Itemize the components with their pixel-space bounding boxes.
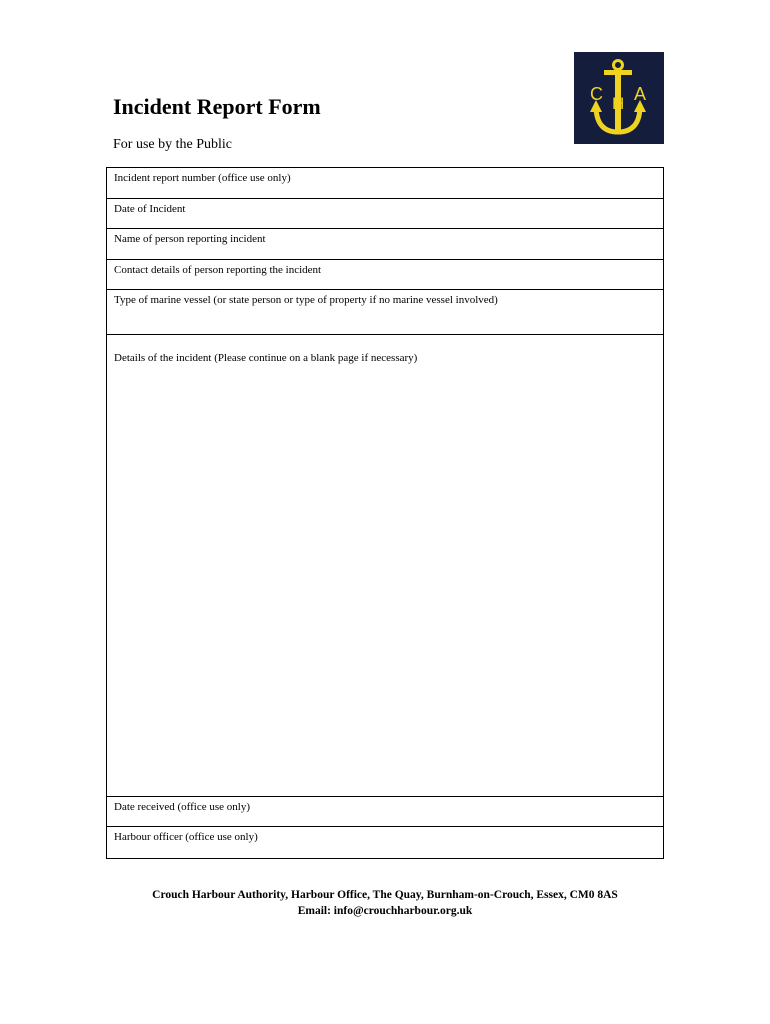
logo-letter-h: H bbox=[612, 94, 625, 113]
page-title: Incident Report Form bbox=[113, 94, 321, 119]
anchor-icon bbox=[574, 52, 664, 144]
field-vessel-type[interactable]: Type of marine vessel (or state person or type of property if no marine vessel involved) bbox=[107, 290, 663, 335]
field-date-of-incident[interactable]: Date of Incident bbox=[107, 199, 663, 229]
logo-letter-c: C bbox=[590, 84, 603, 104]
field-contact-details[interactable]: Contact details of person reporting the incident bbox=[107, 260, 663, 290]
logo-letter-a: A bbox=[634, 84, 647, 104]
footer-address: Crouch Harbour Authority, Harbour Office, The Quay, Burnham-on-Crouch, Essex, CM0 8AS bbox=[152, 889, 618, 901]
page-subtitle: For use by the Public bbox=[113, 137, 232, 152]
incident-form bbox=[106, 167, 664, 859]
field-report-number[interactable]: Incident report number (office use only) bbox=[107, 168, 663, 199]
field-harbour-officer[interactable]: Harbour officer (office use only) bbox=[114, 831, 258, 843]
field-reporter-name[interactable]: Name of person reporting incident bbox=[107, 229, 663, 260]
footer bbox=[0, 887, 770, 919]
field-date-received[interactable]: Date received (office use only) bbox=[107, 797, 663, 827]
field-incident-details[interactable]: Details of the incident (Please continue on a blank page if necessary) bbox=[107, 335, 663, 797]
footer-email: Email: info@crouchharbour.org.uk bbox=[297, 905, 473, 917]
crouch-harbour-logo bbox=[574, 52, 664, 144]
